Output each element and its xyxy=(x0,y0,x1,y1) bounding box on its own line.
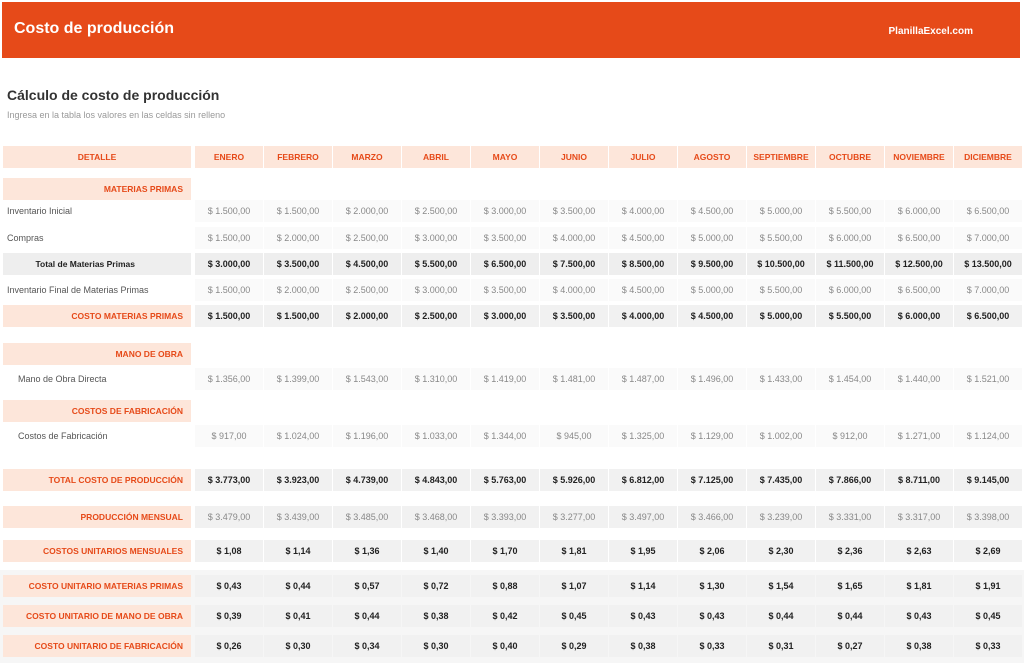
value-cell[interactable]: $ 3.500,00 xyxy=(471,227,539,249)
header-banner xyxy=(2,2,1020,58)
value-cell[interactable]: $ 7.000,00 xyxy=(954,227,1022,249)
header-month: NOVIEMBRE xyxy=(885,146,953,168)
value-cell[interactable]: $ 0,38 xyxy=(402,605,470,627)
value-cell[interactable]: $ 6.000,00 xyxy=(885,200,953,222)
value-cell[interactable]: $ 3.466,00 xyxy=(678,506,746,528)
value-cell[interactable]: $ 1.500,00 xyxy=(264,305,332,327)
row-costos-unitarios xyxy=(0,540,1024,562)
value-cell[interactable]: $ 1,81 xyxy=(540,540,608,562)
value-cell[interactable]: $ 4.843,00 xyxy=(402,469,470,491)
value-cell[interactable]: $ 1,70 xyxy=(471,540,539,562)
value-cell[interactable]: $ 1,81 xyxy=(885,575,953,597)
row-unitario-materias xyxy=(0,575,1024,597)
row-label: COSTO UNITARIO MATERIAS PRIMAS xyxy=(3,575,191,597)
value-cell[interactable]: $ 5.000,00 xyxy=(678,227,746,249)
section-materias-primas xyxy=(0,178,1024,200)
value-cell[interactable]: $ 0,44 xyxy=(747,605,815,627)
row-produccion-mensual xyxy=(0,506,1024,528)
value-cell[interactable]: $ 4.500,00 xyxy=(678,305,746,327)
row-inventario-inicial xyxy=(0,200,1024,222)
table-header xyxy=(0,146,1024,168)
value-cell[interactable]: $ 2.500,00 xyxy=(333,279,401,301)
value-cell[interactable]: $ 0,43 xyxy=(195,575,263,597)
value-cell[interactable]: $ 8.711,00 xyxy=(885,469,953,491)
value-cell[interactable]: $ 6.500,00 xyxy=(954,200,1022,222)
value-cell[interactable]: $ 7.125,00 xyxy=(678,469,746,491)
value-cell[interactable]: $ 9.145,00 xyxy=(954,469,1022,491)
header-month: SEPTIEMBRE xyxy=(747,146,815,168)
value-cell[interactable]: $ 0,57 xyxy=(333,575,401,597)
value-cell[interactable]: $ 1,08 xyxy=(195,540,263,562)
value-cell[interactable]: $ 1,14 xyxy=(264,540,332,562)
value-cell[interactable]: $ 1,07 xyxy=(540,575,608,597)
value-cell[interactable]: $ 0,30 xyxy=(264,635,332,657)
value-cell[interactable]: $ 3.000,00 xyxy=(195,253,263,275)
value-cell[interactable]: $ 3.331,00 xyxy=(816,506,884,528)
value-cell[interactable]: $ 6.500,00 xyxy=(885,227,953,249)
header-month: ABRIL xyxy=(402,146,470,168)
header-month: JUNIO xyxy=(540,146,608,168)
section-title: MATERIAS PRIMAS xyxy=(3,178,191,200)
site-name: PlanillaExcel.com xyxy=(888,26,973,37)
value-cell[interactable]: $ 0,38 xyxy=(885,635,953,657)
value-cell[interactable]: $ 1.487,00 xyxy=(609,368,677,390)
row-label: PRODUCCIÓN MENSUAL xyxy=(3,506,191,528)
value-cell[interactable]: $ 0,40 xyxy=(471,635,539,657)
value-cell[interactable]: $ 2,36 xyxy=(816,540,884,562)
value-cell[interactable]: $ 1.433,00 xyxy=(747,368,815,390)
header-detalle: DETALLE xyxy=(3,146,191,168)
value-cell[interactable]: $ 5.000,00 xyxy=(747,305,815,327)
value-cell[interactable]: $ 3.000,00 xyxy=(471,305,539,327)
value-cell[interactable]: $ 2,63 xyxy=(885,540,953,562)
value-cell[interactable]: $ 4.500,00 xyxy=(609,227,677,249)
value-cell[interactable]: $ 13.500,00 xyxy=(954,253,1022,275)
value-cell[interactable]: $ 1.024,00 xyxy=(264,425,332,447)
value-cell[interactable]: $ 1.440,00 xyxy=(885,368,953,390)
value-cell[interactable]: $ 3.500,00 xyxy=(540,305,608,327)
value-cell[interactable]: $ 1.399,00 xyxy=(264,368,332,390)
value-cell[interactable]: $ 1,54 xyxy=(747,575,815,597)
value-cell[interactable]: $ 1.129,00 xyxy=(678,425,746,447)
header-month: JULIO xyxy=(609,146,677,168)
value-cell[interactable]: $ 2.000,00 xyxy=(333,200,401,222)
row-label: COSTOS UNITARIOS MENSUALES xyxy=(3,540,191,562)
value-cell[interactable]: $ 1,65 xyxy=(816,575,884,597)
value-cell[interactable]: $ 1.271,00 xyxy=(885,425,953,447)
value-cell[interactable]: $ 1.033,00 xyxy=(402,425,470,447)
header-month: MAYO xyxy=(471,146,539,168)
value-cell[interactable]: $ 912,00 xyxy=(816,425,884,447)
row-costos-fabricacion xyxy=(0,425,1024,447)
value-cell[interactable]: $ 5.926,00 xyxy=(540,469,608,491)
value-cell[interactable]: $ 2.000,00 xyxy=(264,227,332,249)
section-title: MANO DE OBRA xyxy=(3,343,191,365)
page-title: Cálculo de costo de producción xyxy=(7,87,220,103)
value-cell[interactable]: $ 6.000,00 xyxy=(816,227,884,249)
value-cell[interactable]: $ 1.002,00 xyxy=(747,425,815,447)
value-cell[interactable]: $ 3.479,00 xyxy=(195,506,263,528)
value-cell[interactable]: $ 0,41 xyxy=(264,605,332,627)
value-cell[interactable]: $ 0,29 xyxy=(540,635,608,657)
value-cell[interactable]: $ 4.739,00 xyxy=(333,469,401,491)
value-cell[interactable]: $ 3.923,00 xyxy=(264,469,332,491)
value-cell[interactable]: $ 0,31 xyxy=(747,635,815,657)
value-cell[interactable]: $ 1.496,00 xyxy=(678,368,746,390)
value-cell[interactable]: $ 0,30 xyxy=(402,635,470,657)
value-cell[interactable]: $ 3.000,00 xyxy=(402,227,470,249)
value-cell[interactable]: $ 0,27 xyxy=(816,635,884,657)
value-cell[interactable]: $ 1.325,00 xyxy=(609,425,677,447)
header-month: DICIEMBRE xyxy=(954,146,1022,168)
value-cell[interactable]: $ 2.500,00 xyxy=(333,227,401,249)
value-cell[interactable]: $ 4.500,00 xyxy=(333,253,401,275)
header-month: OCTUBRE xyxy=(816,146,884,168)
value-cell[interactable]: $ 0,43 xyxy=(885,605,953,627)
row-label: COSTO UNITARIO DE FABRICACIÓN xyxy=(3,635,191,657)
value-cell[interactable]: $ 0,44 xyxy=(333,605,401,627)
header-month: MARZO xyxy=(333,146,401,168)
value-cell[interactable]: $ 3.277,00 xyxy=(540,506,608,528)
value-cell[interactable]: $ 3.000,00 xyxy=(471,200,539,222)
value-cell[interactable]: $ 1.500,00 xyxy=(195,305,263,327)
value-cell[interactable]: $ 0,45 xyxy=(954,605,1022,627)
value-cell[interactable]: $ 0,33 xyxy=(954,635,1022,657)
value-cell[interactable]: $ 5.500,00 xyxy=(747,227,815,249)
header-month: ENERO xyxy=(195,146,263,168)
value-cell[interactable]: $ 7.435,00 xyxy=(747,469,815,491)
value-cell[interactable]: $ 12.500,00 xyxy=(885,253,953,275)
value-cell[interactable]: $ 6.500,00 xyxy=(885,279,953,301)
value-cell[interactable]: $ 5.500,00 xyxy=(402,253,470,275)
value-cell[interactable]: $ 4.500,00 xyxy=(609,279,677,301)
value-cell[interactable]: $ 1,95 xyxy=(609,540,677,562)
value-cell[interactable]: $ 3.000,00 xyxy=(402,279,470,301)
row-inventario-final xyxy=(0,279,1024,301)
row-label: Inventario Inicial xyxy=(7,206,73,216)
value-cell[interactable]: $ 3.317,00 xyxy=(885,506,953,528)
value-cell[interactable]: $ 6.812,00 xyxy=(609,469,677,491)
value-cell[interactable]: $ 1.344,00 xyxy=(471,425,539,447)
value-cell[interactable]: $ 1.500,00 xyxy=(195,200,263,222)
value-cell[interactable]: $ 3.500,00 xyxy=(264,253,332,275)
value-cell[interactable]: $ 3.773,00 xyxy=(195,469,263,491)
value-cell[interactable]: $ 7.500,00 xyxy=(540,253,608,275)
value-cell[interactable]: $ 3.485,00 xyxy=(333,506,401,528)
value-cell[interactable]: $ 1.481,00 xyxy=(540,368,608,390)
value-cell[interactable]: $ 9.500,00 xyxy=(678,253,746,275)
value-cell[interactable]: $ 5.763,00 xyxy=(471,469,539,491)
value-cell[interactable]: $ 2.500,00 xyxy=(402,305,470,327)
value-cell[interactable]: $ 1.500,00 xyxy=(195,227,263,249)
value-cell[interactable]: $ 2,06 xyxy=(678,540,746,562)
row-label: Inventario Final de Materias Primas xyxy=(7,285,149,295)
value-cell[interactable]: $ 6.000,00 xyxy=(816,279,884,301)
value-cell[interactable]: $ 0,45 xyxy=(540,605,608,627)
row-label: Total de Materias Primas xyxy=(3,253,191,275)
value-cell[interactable]: $ 945,00 xyxy=(540,425,608,447)
value-cell[interactable]: $ 0,34 xyxy=(333,635,401,657)
row-label: Mano de Obra Directa xyxy=(18,374,107,384)
page-subtitle: Ingresa en la tabla los valores en las celdas sin relleno xyxy=(7,110,226,120)
value-cell[interactable]: $ 0,33 xyxy=(678,635,746,657)
value-cell[interactable]: $ 5.000,00 xyxy=(747,200,815,222)
value-cell[interactable]: $ 1.196,00 xyxy=(333,425,401,447)
value-cell[interactable]: $ 1.356,00 xyxy=(195,368,263,390)
row-label: Compras xyxy=(7,233,44,243)
row-compras xyxy=(0,227,1024,249)
value-cell[interactable]: $ 3.439,00 xyxy=(264,506,332,528)
value-cell[interactable]: $ 0,72 xyxy=(402,575,470,597)
value-cell[interactable]: $ 4.000,00 xyxy=(609,200,677,222)
value-cell[interactable]: $ 0,44 xyxy=(816,605,884,627)
value-cell[interactable]: $ 4.000,00 xyxy=(540,279,608,301)
sheet-title: Costo de producción xyxy=(14,20,174,37)
value-cell[interactable]: $ 0,43 xyxy=(609,605,677,627)
row-costo-materias xyxy=(0,305,1024,327)
value-cell[interactable]: $ 0,38 xyxy=(609,635,677,657)
value-cell[interactable]: $ 6.000,00 xyxy=(885,305,953,327)
value-cell[interactable]: $ 3.468,00 xyxy=(402,506,470,528)
value-cell[interactable]: $ 3.500,00 xyxy=(471,279,539,301)
value-cell[interactable]: $ 1,91 xyxy=(954,575,1022,597)
value-cell[interactable]: $ 1.454,00 xyxy=(816,368,884,390)
value-cell[interactable]: $ 1.419,00 xyxy=(471,368,539,390)
value-cell[interactable]: $ 7.866,00 xyxy=(816,469,884,491)
value-cell[interactable]: $ 1,36 xyxy=(333,540,401,562)
row-label: COSTO UNITARIO DE MANO DE OBRA xyxy=(3,605,191,627)
value-cell[interactable]: $ 1.500,00 xyxy=(195,279,263,301)
value-cell[interactable]: $ 1,40 xyxy=(402,540,470,562)
value-cell[interactable]: $ 0,88 xyxy=(471,575,539,597)
value-cell[interactable]: $ 0,44 xyxy=(264,575,332,597)
value-cell[interactable]: $ 7.000,00 xyxy=(954,279,1022,301)
value-cell[interactable]: $ 3.497,00 xyxy=(609,506,677,528)
value-cell[interactable]: $ 1.500,00 xyxy=(264,200,332,222)
value-cell[interactable]: $ 0,39 xyxy=(195,605,263,627)
value-cell[interactable]: $ 2.000,00 xyxy=(264,279,332,301)
value-cell[interactable]: $ 6.500,00 xyxy=(954,305,1022,327)
value-cell[interactable]: $ 4.000,00 xyxy=(540,227,608,249)
value-cell[interactable]: $ 11.500,00 xyxy=(816,253,884,275)
value-cell[interactable]: $ 0,43 xyxy=(678,605,746,627)
header-month: AGOSTO xyxy=(678,146,746,168)
value-cell[interactable]: $ 2,69 xyxy=(954,540,1022,562)
header-month: FEBRERO xyxy=(264,146,332,168)
value-cell[interactable]: $ 2.500,00 xyxy=(402,200,470,222)
row-unitario-mano-obra xyxy=(0,605,1024,627)
section-title: COSTOS DE FABRICACIÓN xyxy=(3,400,191,422)
value-cell[interactable]: $ 3.500,00 xyxy=(540,200,608,222)
value-cell[interactable]: $ 3.393,00 xyxy=(471,506,539,528)
value-cell[interactable]: $ 1.543,00 xyxy=(333,368,401,390)
value-cell[interactable]: $ 1.310,00 xyxy=(402,368,470,390)
value-cell[interactable]: $ 0,26 xyxy=(195,635,263,657)
value-cell[interactable]: $ 10.500,00 xyxy=(747,253,815,275)
section-mano-obra xyxy=(0,343,1024,365)
value-cell[interactable]: $ 2.000,00 xyxy=(333,305,401,327)
row-label: Costos de Fabricación xyxy=(18,431,108,441)
value-cell[interactable]: $ 6.500,00 xyxy=(471,253,539,275)
section-costos-fabricacion xyxy=(0,400,1024,422)
value-cell[interactable]: $ 8.500,00 xyxy=(609,253,677,275)
value-cell[interactable]: $ 1.124,00 xyxy=(954,425,1022,447)
row-unitario-fabricacion xyxy=(0,635,1024,657)
value-cell[interactable]: $ 5.500,00 xyxy=(816,200,884,222)
value-cell[interactable]: $ 1,30 xyxy=(678,575,746,597)
value-cell[interactable]: $ 1,14 xyxy=(609,575,677,597)
value-cell[interactable]: $ 3.398,00 xyxy=(954,506,1022,528)
row-mano-obra-directa xyxy=(0,368,1024,390)
row-label: TOTAL COSTO DE PRODUCCIÓN xyxy=(3,469,191,491)
row-total-materias xyxy=(0,253,1024,275)
value-cell[interactable]: $ 0,42 xyxy=(471,605,539,627)
row-total-costo-produccion xyxy=(0,469,1024,491)
value-cell[interactable]: $ 4.000,00 xyxy=(609,305,677,327)
value-cell[interactable]: $ 5.000,00 xyxy=(678,279,746,301)
value-cell[interactable]: $ 917,00 xyxy=(195,425,263,447)
value-cell[interactable]: $ 1.521,00 xyxy=(954,368,1022,390)
value-cell[interactable]: $ 4.500,00 xyxy=(678,200,746,222)
value-cell[interactable]: $ 5.500,00 xyxy=(747,279,815,301)
value-cell[interactable]: $ 5.500,00 xyxy=(816,305,884,327)
value-cell[interactable]: $ 2,30 xyxy=(747,540,815,562)
row-label: COSTO MATERIAS PRIMAS xyxy=(3,305,191,327)
value-cell[interactable]: $ 3.239,00 xyxy=(747,506,815,528)
